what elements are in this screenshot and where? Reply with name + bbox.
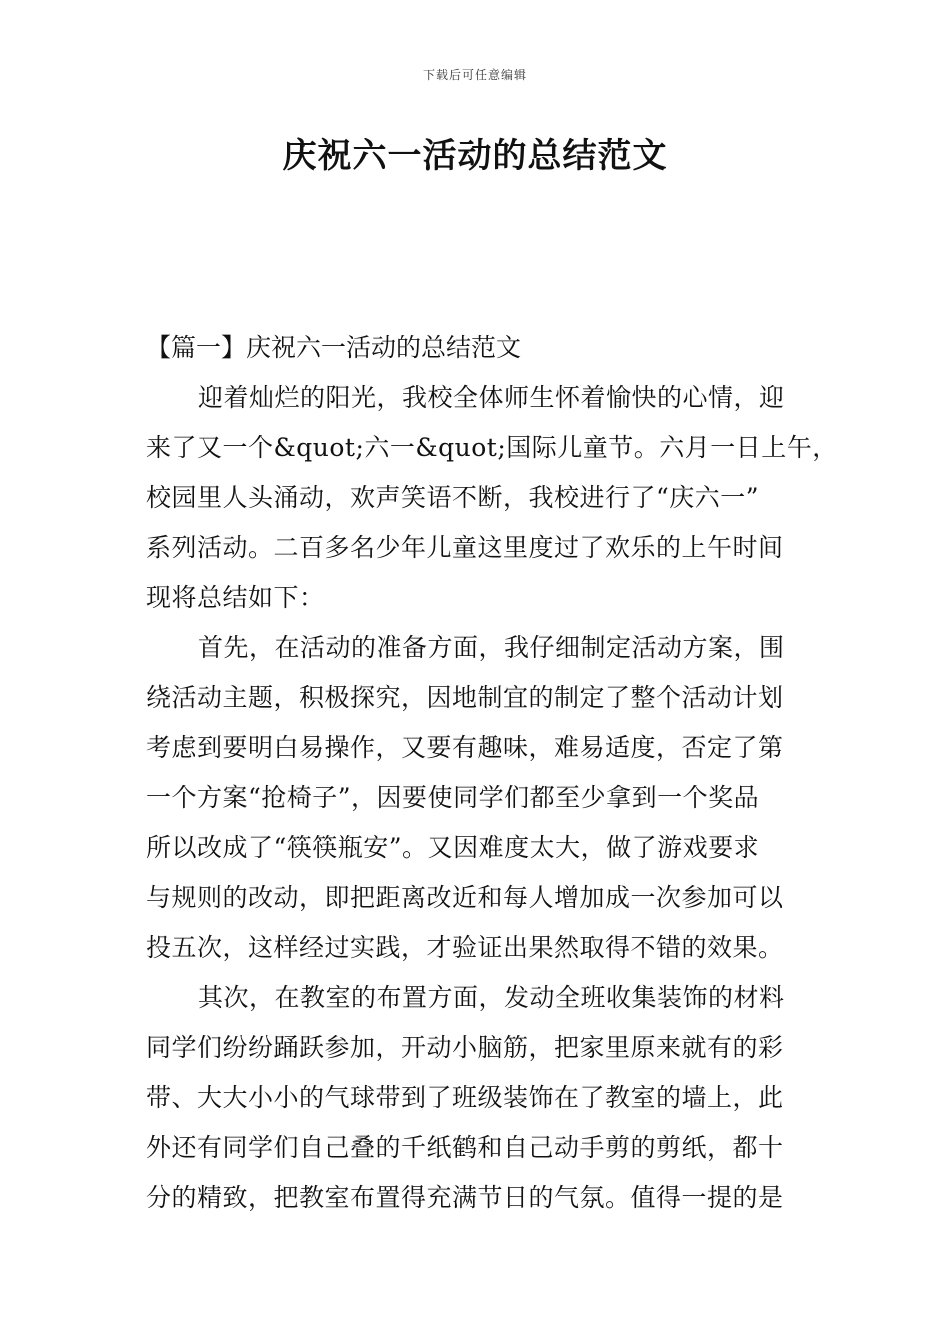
header-note: 下载后可任意编辑 (422, 68, 527, 82)
text-line: 来了又一个&quot;六一&quot;国际儿童节。六月一日上午， (146, 433, 838, 462)
text-line: 绕活动主题，积极探究，因地制宜的制定了整个活动计划 (146, 683, 784, 712)
text-line: 首先，在活动的准备方面，我仔细制定活动方案，围 (198, 633, 785, 662)
paragraph-1 (146, 373, 838, 623)
text-line: 投五次，这样经过实践，才验证出果然取得不错的效果。 (146, 933, 784, 962)
text-line: 其次，在教室的布置方面，发动全班收集装饰的材料 (198, 983, 785, 1012)
section-heading: 【篇一】庆祝六一活动的总结范文 (146, 333, 522, 362)
paragraph-3 (146, 973, 826, 1223)
text-line: 一个方案“抢椅子”，因要使同学们都至少拿到一个奖品 (146, 783, 760, 812)
text-line: 所以改成了“筷筷瓶安”。又因难度太大，做了游戏要求 (146, 833, 760, 862)
text-line: 分的精致，把教室布置得充满节日的气氛。值得一提的是 (146, 1183, 784, 1212)
text-line: 带、大大小小的气球带到了班级装饰在了教室的墙上，此 (146, 1083, 784, 1112)
text-line: 校园里人头涌动，欢声笑语不断，我校进行了“庆六一” (146, 483, 760, 512)
text-line: 与规则的改动，即把距离改近和每人增加成一次参加可以 (146, 883, 784, 912)
text-line: 考虑到要明白易操作，又要有趣味，难易适度，否定了第 (146, 733, 784, 762)
text-line: 迎着灿烂的阳光，我校全体师生怀着愉快的心情，迎 (198, 383, 785, 412)
text-line: 系列活动。二百多名少年儿童这里度过了欢乐的上午时间 (146, 533, 784, 562)
document-body (146, 323, 838, 1223)
text-line: 外还有同学们自己叠的千纸鹤和自己动手剪的剪纸，都十 (146, 1133, 784, 1162)
paragraph-2 (146, 623, 826, 973)
text-line: 同学们纷纷踊跃参加，开动小脑筋，把家里原来就有的彩 (146, 1033, 784, 1062)
text-line: 现将总结如下： (146, 583, 325, 612)
document-title: 庆祝六一活动的总结范文 (282, 136, 668, 176)
